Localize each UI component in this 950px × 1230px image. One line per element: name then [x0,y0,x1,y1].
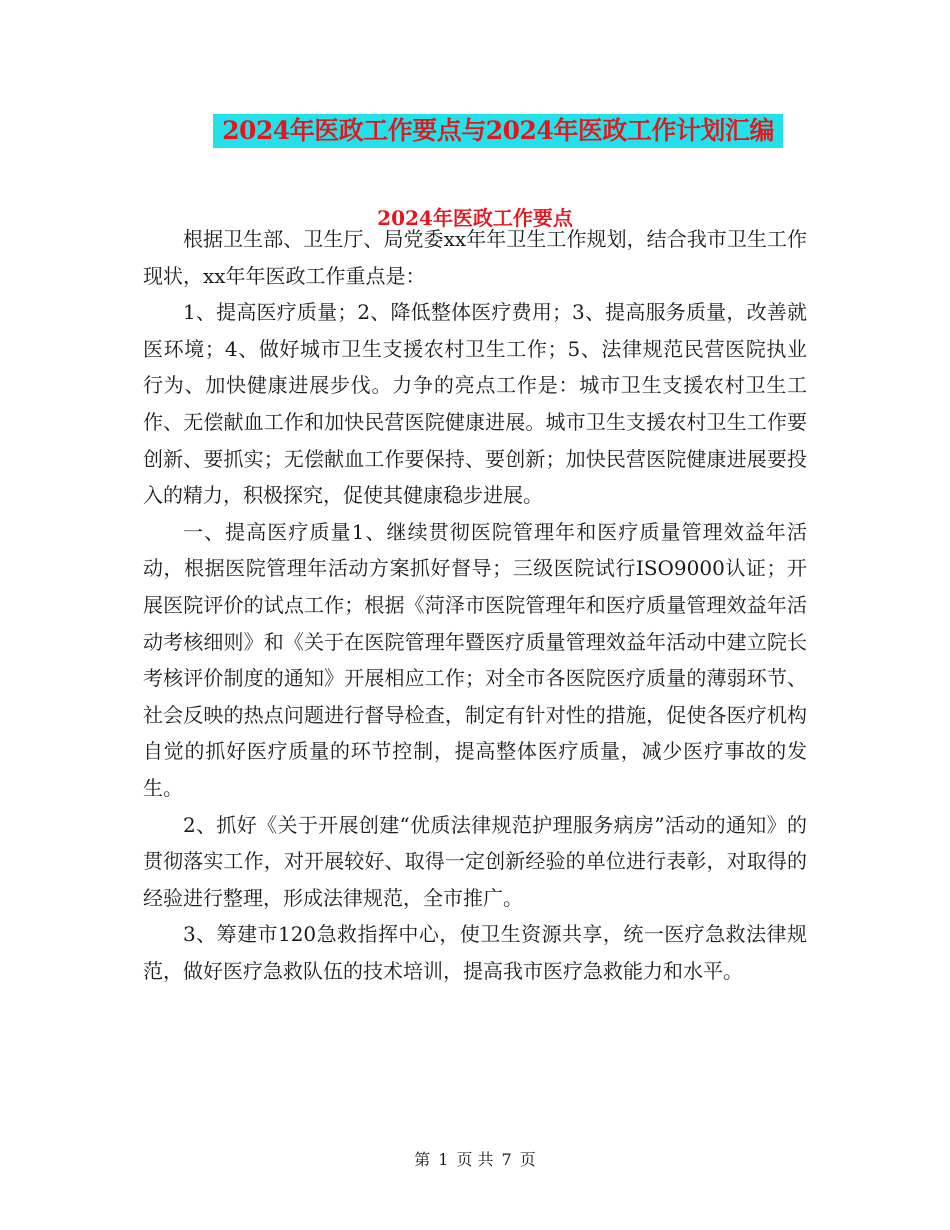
footer-suffix: 页 [519,1150,536,1169]
current-page-number: 1 [438,1150,449,1169]
body-paragraph: 3、筹建市120急救指挥中心，使卫生资源共享，统一医疗急救法律规范，做好医疗急救队伍的技术培训，提高我市医疗急救能力和水平。 [143,922,807,983]
body-paragraph: 根据卫生部、卫生厅、局党委xx年年卫生工作规划，结合我市卫生工作现状，xx年年医政工作重点是： [143,227,807,288]
total-pages-number: 7 [501,1150,512,1169]
body-paragraph: 一、提高医疗质量1、继续贯彻医院管理年和医疗质量管理效益年活动，根据医院管理年活动方案抓好督导；三级医院试行ISO9000认证；开展医院评价的试点工作；根据《菏泽市医院管理年和医疗质量管理效益年活动考核细则》和《关于在医院管理年暨医疗质量管理效益年活动中建立院长考核评价制度的通知》开展相应工作；对全市各医院医疗质量的薄弱环节、社会反映的热点问题进行督导检查，制定有针对性的措施，促使各医疗机构自觉的抓好医疗质量的环节控制，提高整体医疗质量，减少医疗事故的发生。 [143,519,807,800]
footer-mid: 页 共 [456,1150,494,1169]
page-footer [0,1150,950,1170]
section-heading: 2024年医政工作要点 [377,206,573,230]
document-title: 2024年医政工作要点与2024年医政工作计划汇编 [213,114,783,148]
footer-prefix: 第 [414,1150,431,1169]
document-body [143,221,807,989]
body-paragraph: 1、提高医疗质量；2、降低整体医疗费用；3、提高服务质量，改善就医环境；4、做好城市卫生支援农村卫生工作；5、法律规范民营医院执业行为、加快健康进展步伐。力争的亮点工作是：城市卫生支援农村卫生工作、无偿献血工作和加快民营医院健康进展。城市卫生支援农村卫生工作要创新、要抓实；无偿献血工作要保持、要创新；加快民营医院健康进展要投入的精力，积极探究，促使其健康稳步进展。 [143,300,807,508]
body-paragraph: 2、抓好《关于开展创建“优质法律规范护理服务病房”活动的通知》的贯彻落实工作，对开展较好、取得一定创新经验的单位进行表彰，对取得的经验进行整理，形成法律规范，全市推广。 [143,812,807,910]
